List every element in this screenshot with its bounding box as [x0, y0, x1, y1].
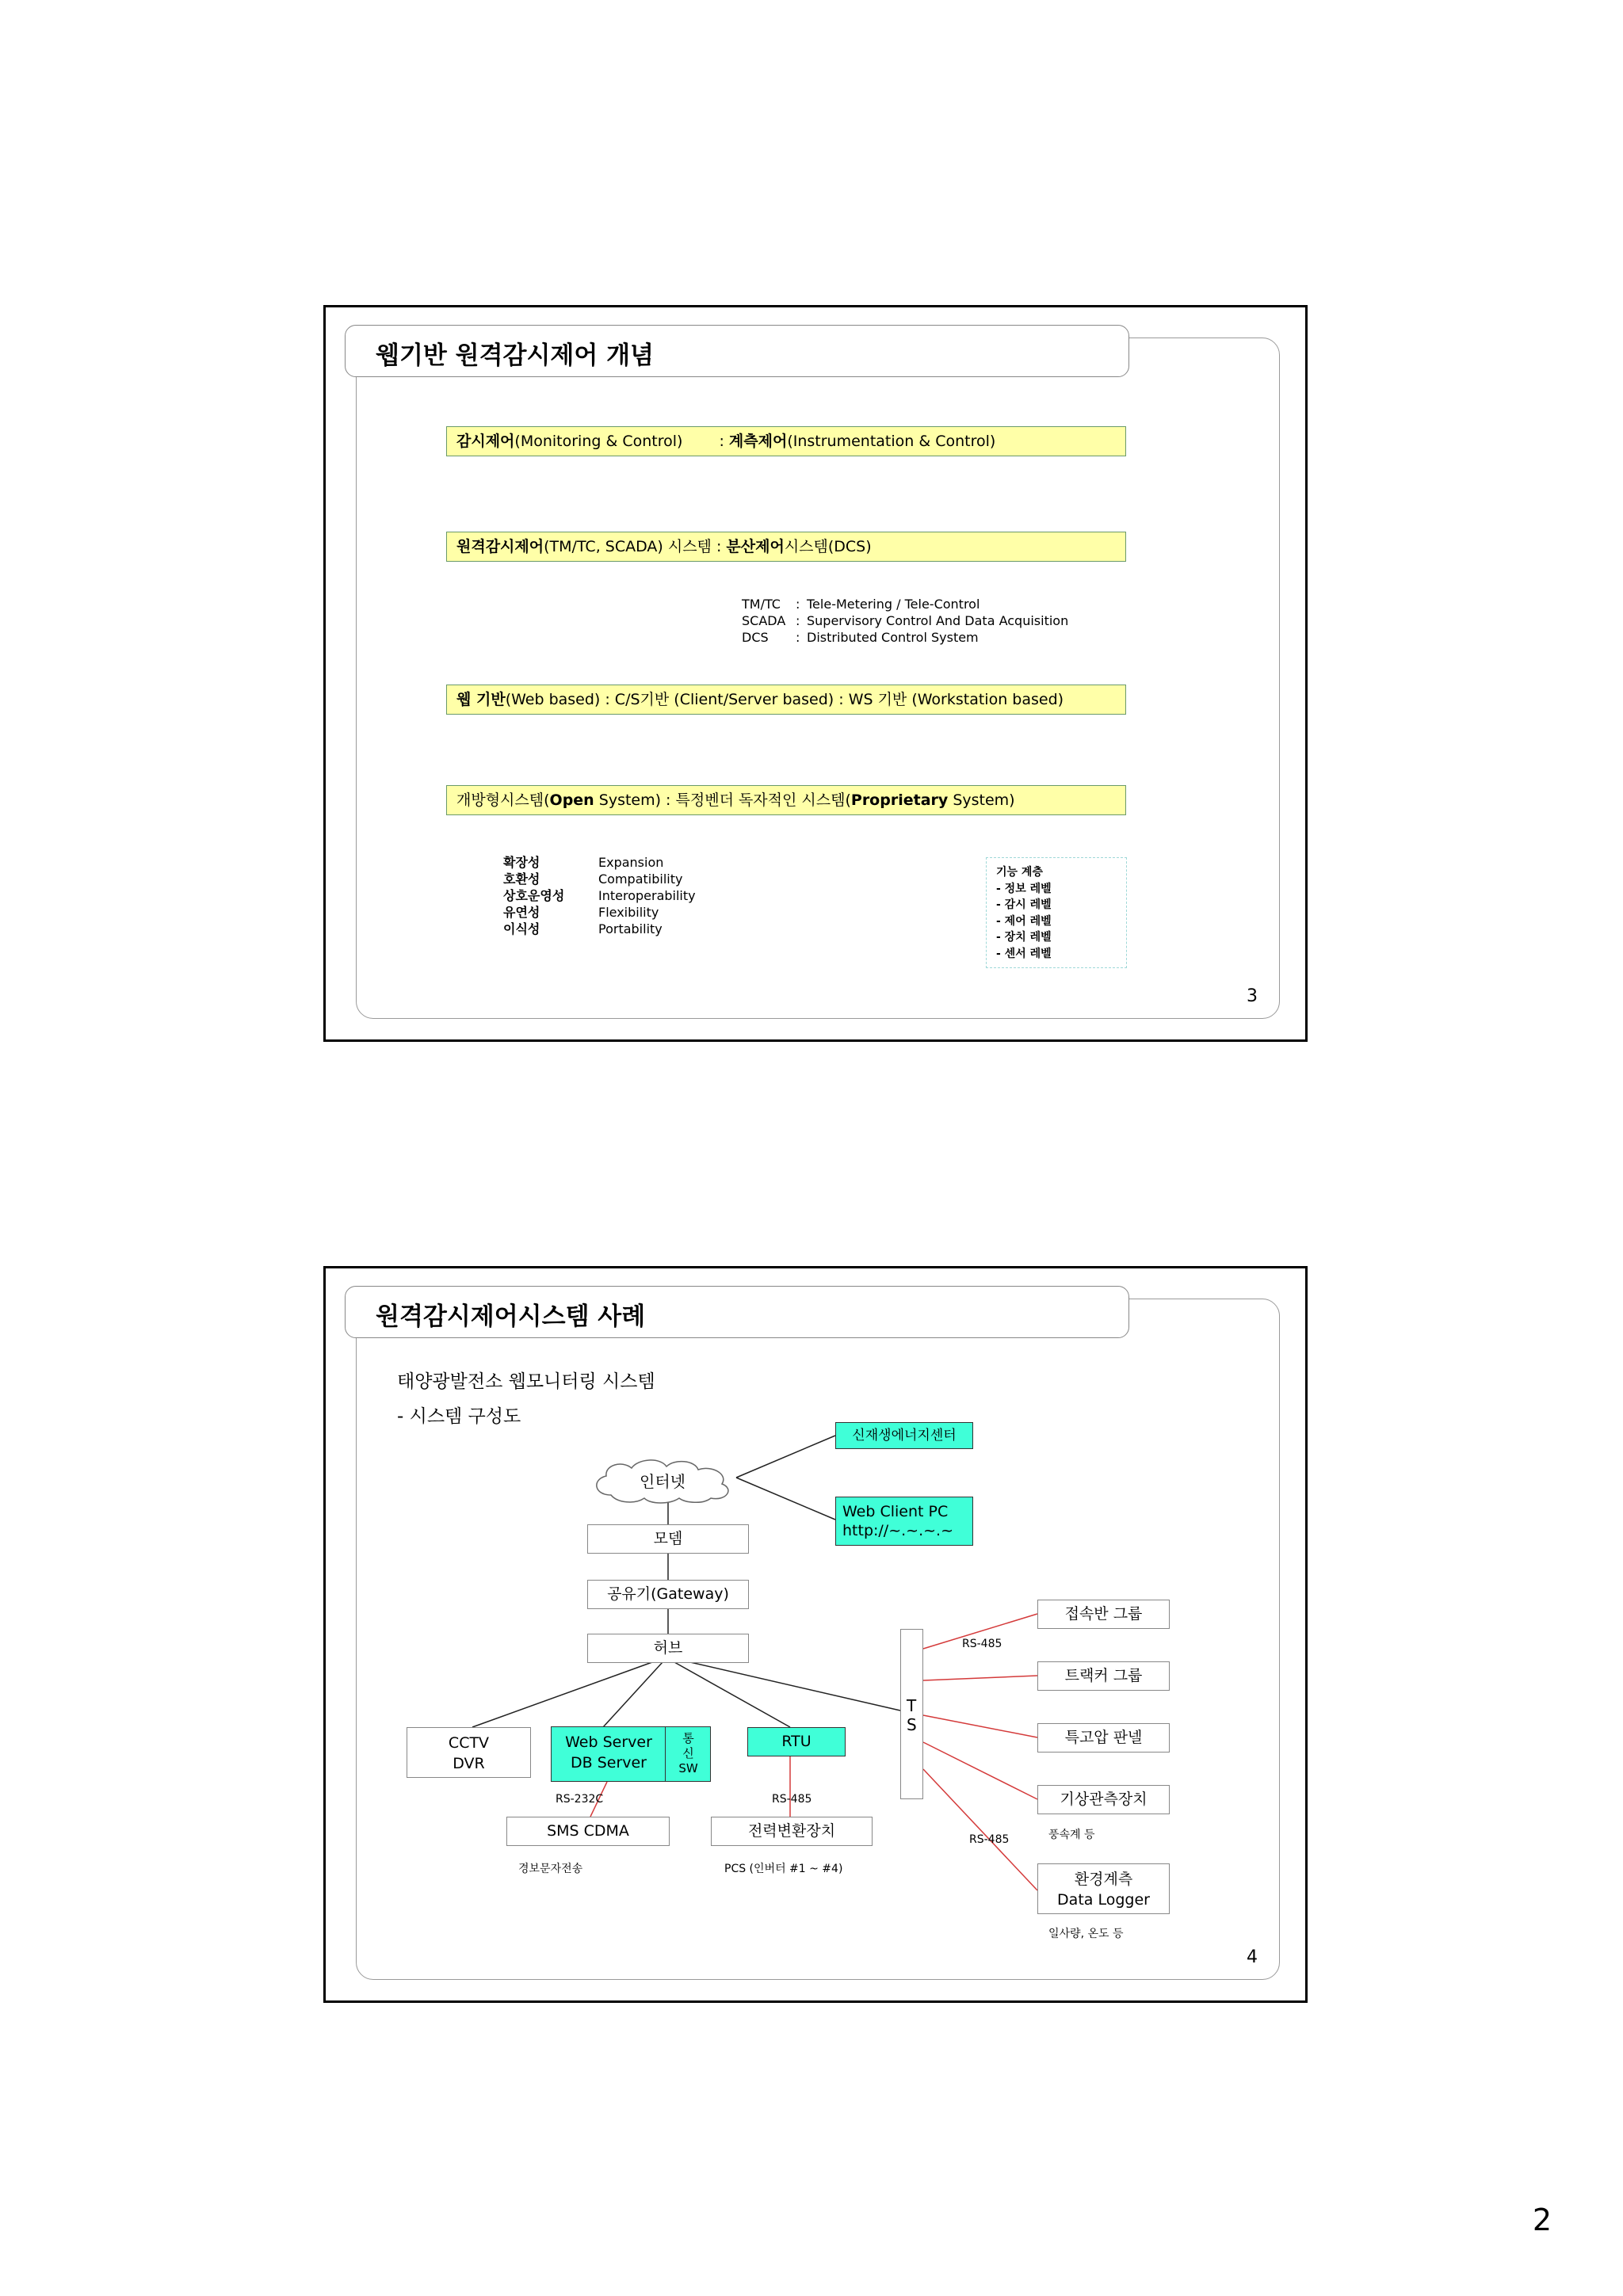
- func-layer-item: - 장치 레벨: [996, 931, 1052, 944]
- modem-box: 모뎀: [587, 1524, 749, 1554]
- term-distributed: 분산제어: [726, 538, 785, 555]
- web-server-label: Web Server: [565, 1733, 652, 1751]
- line-ts-hvpanel: [923, 1715, 1037, 1737]
- term-remote-en: (TM/TC, SCADA) 시스템 :: [544, 538, 727, 555]
- abbreviation-list: [742, 596, 1068, 646]
- env-note: 일사량, 온도 등: [1048, 1928, 1124, 1940]
- term-monitoring: 감시제어: [456, 433, 515, 450]
- concept-open-system: 개방형시스템(Open System) : 특정벤더 독자적인 시스템(Proprietary System): [446, 785, 1126, 815]
- tracker-group-box: 트랙커 그룹: [1037, 1661, 1170, 1691]
- slide-title: 원격감시제어시스템 사례: [376, 1302, 646, 1331]
- env-logger-box: [1037, 1863, 1170, 1914]
- data-logger-label: Data Logger: [1057, 1891, 1150, 1909]
- subtitle-diagram: - 시스템 구성도: [397, 1406, 521, 1427]
- terminal-server-label: T S: [907, 1696, 917, 1734]
- abbr-row: DCS : Distributed Control System: [742, 630, 979, 645]
- hub-box: 허브: [587, 1634, 749, 1663]
- feature-row: 유연성 Flexibility: [503, 905, 659, 920]
- concept-remote-monitoring: [446, 532, 1126, 562]
- subtitle-system: 태양광발전소 웹모니터링 시스템: [397, 1371, 655, 1392]
- cctv-dvr-box: [407, 1727, 531, 1778]
- line-internet-center: [736, 1436, 835, 1478]
- power-converter-box: 전력변환장치: [711, 1817, 873, 1846]
- high-voltage-panel-box: 특고압 판넬: [1037, 1723, 1170, 1753]
- feature-row: 상호운영성 Interoperability: [503, 888, 696, 903]
- feature-row: 호환성 Compatibility: [503, 871, 683, 887]
- gateway-box: 공유기(Gateway): [587, 1580, 749, 1609]
- term-instrumentation: 계측제어: [728, 433, 788, 450]
- concept-web-based: [446, 685, 1126, 715]
- line-hub-ts: [690, 1662, 900, 1711]
- slide-title: 웹기반 원격감시제어 개념: [376, 341, 654, 370]
- concept-monitoring-control: [446, 426, 1126, 456]
- term-distributed-en: 시스템(DCS): [784, 538, 872, 555]
- line-hub-webserver: [603, 1662, 663, 1727]
- term-web-based-en: (Web based) : C/S기반 (Client/Server based) : WS 기반 (Workstation based): [505, 691, 1064, 708]
- web-client-label: Web Client PC: [842, 1503, 949, 1520]
- slide-page-number: 4: [1247, 1947, 1258, 1967]
- line-ts-tracker: [923, 1676, 1037, 1680]
- func-layer-item: - 센서 레벨: [996, 947, 1052, 960]
- func-layer-item: - 감시 레벨: [996, 898, 1052, 911]
- rtu-box: RTU: [747, 1727, 846, 1756]
- term-remote: 원격감시제어: [456, 538, 544, 555]
- rs232c-label: RS-232C: [556, 1793, 604, 1806]
- term-web-based: 웹 기반: [456, 691, 506, 708]
- slide-4: [323, 1266, 1308, 2003]
- sms-cdma-box: SMS CDMA: [506, 1817, 670, 1846]
- separator: :: [719, 433, 729, 450]
- abbr-row: SCADA : Supervisory Control And Data Acquisition: [742, 613, 1069, 628]
- slide-page-number: 3: [1247, 986, 1258, 1006]
- line-ts-weather: [923, 1742, 1037, 1799]
- weather-note: 풍속계 등: [1048, 1829, 1095, 1841]
- web-client-url: http://~.~.~.~: [842, 1522, 954, 1539]
- slide-3: [323, 305, 1308, 1042]
- feature-row: 확장성 Expansion: [503, 855, 664, 870]
- func-layer-item: - 정보 레벨: [996, 882, 1052, 895]
- renewable-energy-center-box: 신재생에너지센터: [835, 1422, 973, 1449]
- feature-list: [503, 854, 696, 937]
- line-internet-client: [736, 1478, 835, 1520]
- sms-note: 경보문자전송: [518, 1863, 583, 1875]
- abbr-row: TM/TC : Tele-Metering / Tele-Control: [742, 597, 980, 612]
- web-client-pc-box: [835, 1497, 973, 1546]
- env-label: 환경계측: [1074, 1871, 1133, 1888]
- term-proprietary: Proprietary: [850, 791, 949, 809]
- dvr-label: DVR: [453, 1755, 485, 1772]
- db-server-label: DB Server: [570, 1754, 647, 1772]
- internet-label: 인터넷: [640, 1472, 685, 1491]
- func-layer-item: - 제어 레벨: [996, 914, 1052, 928]
- pcs-note: PCS (인버터 #1 ~ #4): [724, 1863, 843, 1875]
- rs485-label-top: RS-485: [962, 1638, 1002, 1650]
- rs485-label-bottom: RS-485: [969, 1833, 1010, 1846]
- func-layer-title: 기능 계층: [996, 866, 1043, 879]
- term-open: Open: [549, 791, 594, 809]
- line-ts-env: [923, 1769, 1037, 1890]
- junction-box-group: 접속반 그룹: [1037, 1600, 1170, 1629]
- line-hub-cctv: [472, 1662, 652, 1727]
- cctv-label: CCTV: [448, 1734, 490, 1752]
- feature-row: 이식성 Portability: [503, 921, 663, 936]
- weather-station-box: 기상관측장치: [1037, 1785, 1170, 1814]
- rs485-label-rtu: RS-485: [772, 1793, 812, 1806]
- title-bar: [345, 325, 1129, 377]
- comm-sw-column: 통 신 SW: [665, 1726, 711, 1782]
- term-monitoring-en: (Monitoring & Control): [514, 433, 683, 450]
- document-page-number: 2: [1532, 2203, 1552, 2237]
- function-layer-box: [986, 857, 1127, 968]
- term-instrumentation-en: (Instrumentation & Control): [787, 433, 996, 450]
